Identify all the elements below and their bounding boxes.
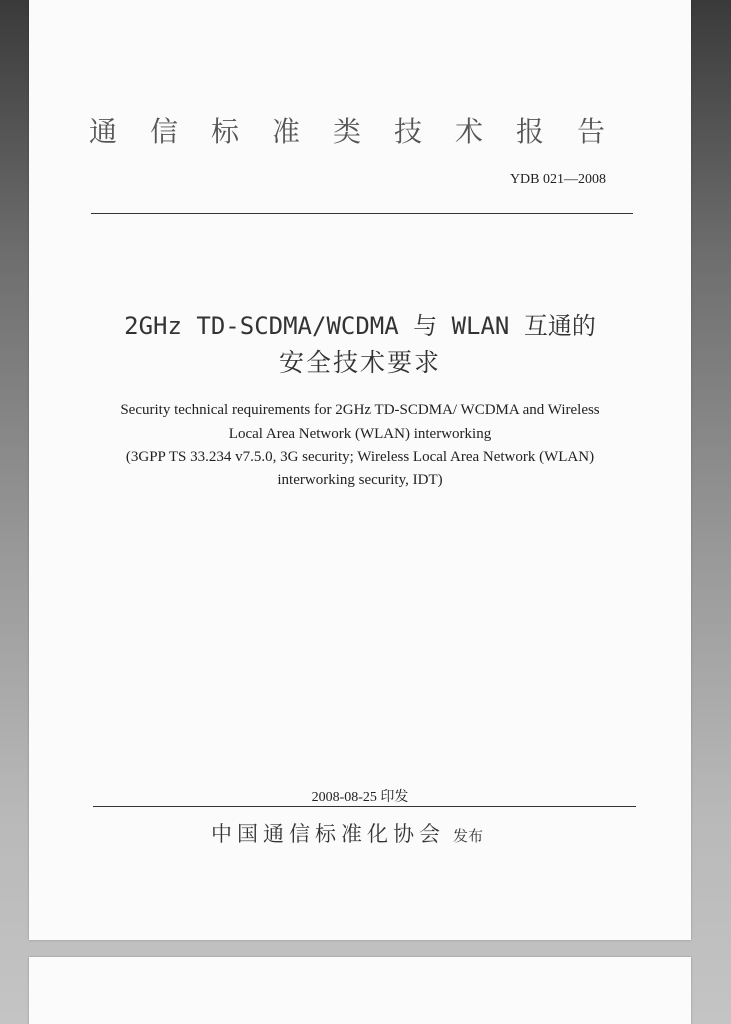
document-number: YDB 021—2008	[509, 172, 606, 187]
publisher-name: 中国通信标准化协会	[211, 822, 445, 846]
category-title: 通信标准类技术报告	[89, 115, 639, 148]
document-page	[29, 0, 691, 940]
english-title-line-3: (3GPP TS 33.234 v7.5.0, 3G security; Wireless Local Area Network (WLAN)	[125, 449, 595, 465]
english-title-line-4: interworking security, IDT)	[277, 472, 443, 488]
chinese-title-line-1: 2GHz TD-SCDMA/WCDMA 与 WLAN 互通的	[124, 312, 596, 340]
top-divider	[91, 213, 633, 214]
publish-label: 发布	[453, 827, 484, 845]
chinese-title-line-2: 安全技术要求	[278, 348, 441, 377]
english-title-line-1: Security technical requirements for 2GHz TD-SCDMA/ WCDMA and Wireless	[120, 402, 600, 418]
issue-date: 2008-08-25 印发	[311, 790, 409, 805]
publisher-line	[211, 818, 483, 848]
next-page	[29, 957, 691, 1024]
english-title-line-2: Local Area Network (WLAN) interworking	[228, 426, 492, 442]
bottom-divider	[93, 806, 636, 807]
